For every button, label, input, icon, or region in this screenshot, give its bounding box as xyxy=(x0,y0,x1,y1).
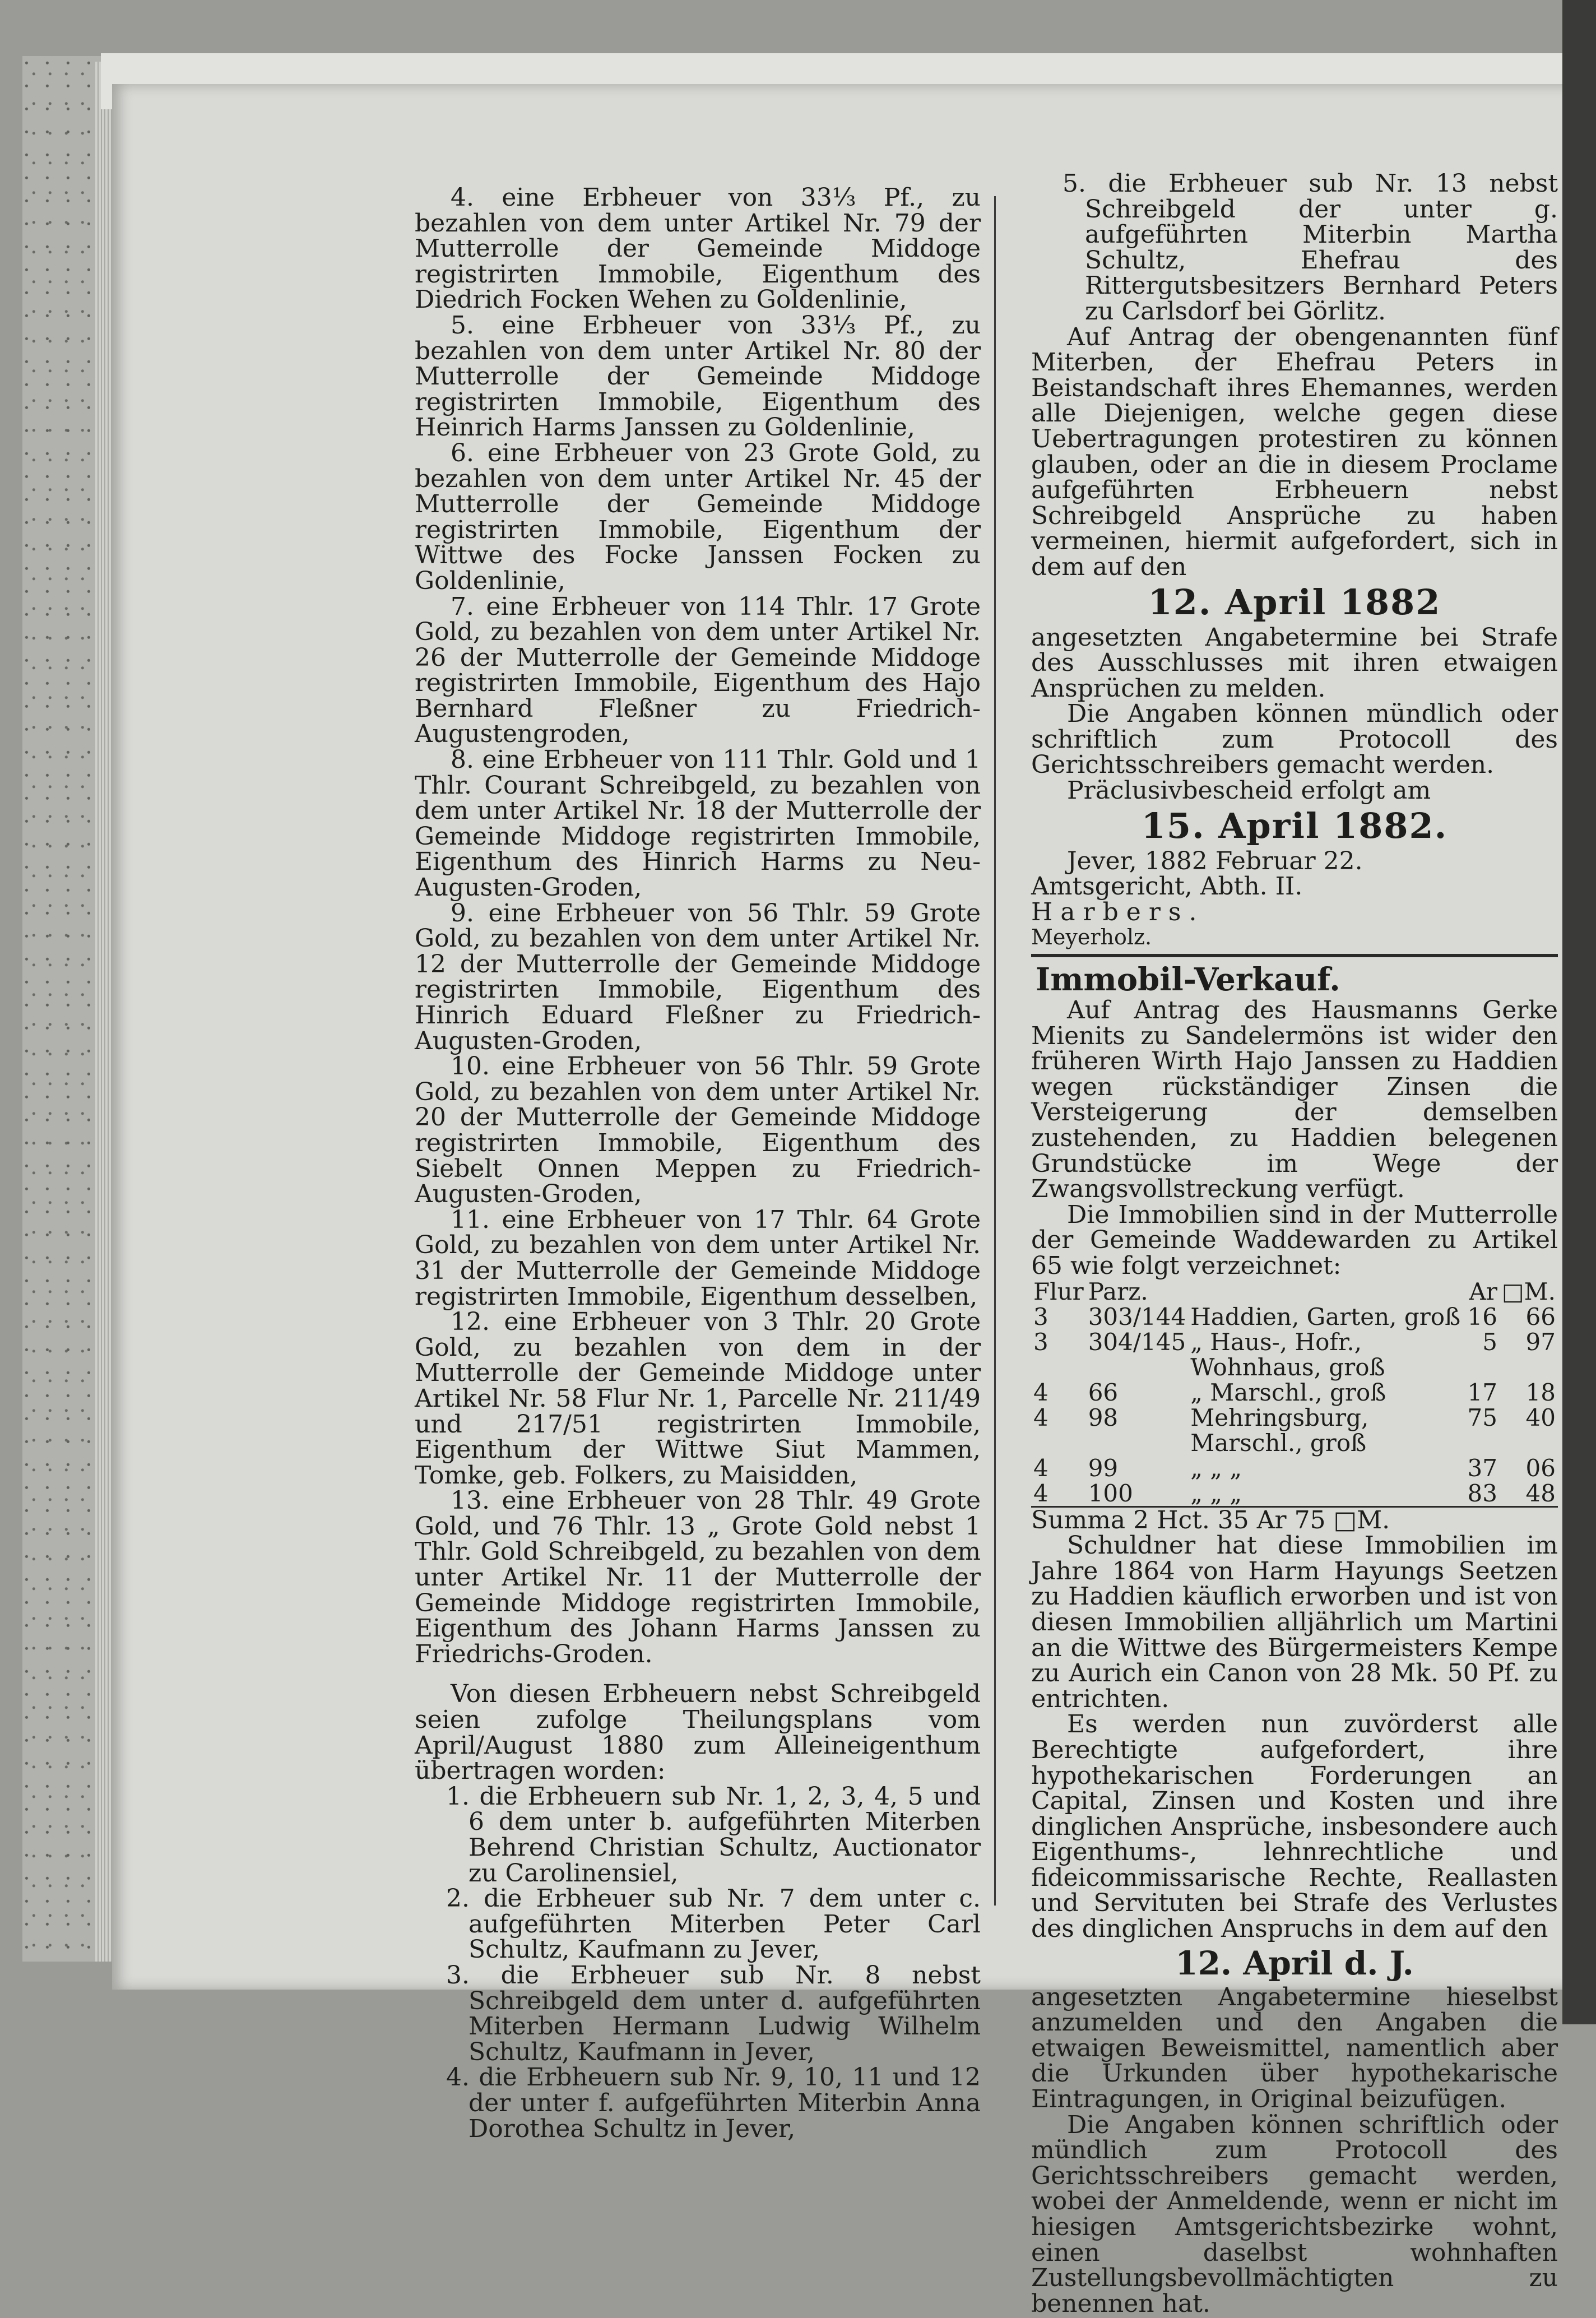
cell-desc: „ „ „ xyxy=(1190,1454,1242,1482)
table-row xyxy=(1031,1329,1558,1380)
cell-qm: 06 xyxy=(1525,1454,1556,1482)
cell-parz: 303/144 xyxy=(1088,1302,1186,1330)
cell-parz: 66 xyxy=(1088,1378,1119,1406)
cell-ar: 16 xyxy=(1467,1302,1497,1330)
header-flur: Flur xyxy=(1033,1277,1084,1305)
section-rule xyxy=(1031,954,1558,957)
section-heading: Immobil-Verkauf. xyxy=(1036,961,1340,999)
cell-flur: 3 xyxy=(1033,1328,1048,1356)
proclamation-text: Auf Antrag der obengenannten fünf Miterben, der Ehefrau Peters in Beistandschaft ihres Ehemannes, werden alle Diejenigen, welche gegen diese Uebertragungen protestiren zu können glauben, oder an die in diesem Proclame aufgeführten Erbheuern nebst Schreibgeld Ansprüche zu haben vermeinen, hiermit aufgefordert, sich in dem auf den xyxy=(1031,322,1558,581)
cell-desc: Haddien, Garten, groß xyxy=(1190,1302,1461,1330)
erbheuer-9: 9. eine Erbheuer von 56 Thlr. 59 Grote Gold, zu bezahlen von dem unter Artikel Nr. 12 der Mutterrolle der Gemeinde Middoge registrirten Immobile, Eigenthum des Hinrich Eduard Fleßner zu Friedrich-Augusten-Groden, xyxy=(415,898,981,1055)
erbheuer-13: 13. eine Erbheuer von 28 Thlr. 49 Grote Gold, und 76 Thlr. 13 „ Grote Gold nebst 1 Thlr. Gold Schreibgeld, zu bezahlen von dem unter Artikel Nr. 11 der Mutterrolle der Gemeinde Middoge registrirten Immobile, Eigenthum des Johann Harms Janssen zu Friedrichs-Groden. xyxy=(415,1486,981,1668)
transfer-item-3: 3. die Erbheuer sub Nr. 8 nebst Schreibgeld dem unter d. aufgeführten Miterben Hermann Ludwig Wilhelm Schultz, Kaufmann in Jever, xyxy=(446,1960,981,2066)
erbheuer-4: 4. eine Erbheuer von 33⅓ Pf., zu bezahlen von dem unter Artikel Nr. 79 der Mutterrolle der Gemeinde Middoge registrirten Immobile, Eigenthum des Diedrich Focken Wehen zu Goldenlinie, xyxy=(415,183,981,314)
judge-signature: Harbers. xyxy=(1031,897,1205,926)
header-parz: Parz. xyxy=(1088,1277,1148,1305)
header-qm: □M. xyxy=(1501,1277,1556,1305)
erbheuer-8: 8. eine Erbheuer von 111 Thlr. Gold und 1 Thlr. Courant Schreibgeld, zu bezahlen von dem unter Artikel Nr. 18 der Mutterrolle der Gemeinde Middoge registrirten Immobile, Eigenthum des Hinrich Harms zu Neu-Augusten-Groden, xyxy=(415,745,981,902)
erbheuer-10: 10. eine Erbheuer von 56 Thlr. 59 Grote Gold, zu bezahlen von dem unter Artikel Nr. 20 der Mutterrolle der Gemeinde Middoge registrirten Immobile, Eigenthum des Siebelt Onnen Meppen zu Friedrich-Augusten-Groden, xyxy=(415,1052,981,1209)
transfer-item-4: 4. die Erbheuern sub Nr. 9, 10, 11 und 12 der unter f. aufgeführten Miterbin Anna Dorothea Schultz in Jever, xyxy=(446,2063,981,2143)
claims-date: 12. April d. J. xyxy=(1175,1944,1414,1982)
table-sum: Summa 2 Hct. 35 Ar 75 □M. xyxy=(1031,1506,1558,1533)
table-row xyxy=(1031,1455,1558,1481)
cell-ar: 17 xyxy=(1467,1378,1497,1406)
preclusion-date: 15. April 1882. xyxy=(1141,805,1448,846)
deadline-text: angesetzten Angabetermine bei Strafe des Ausschlusses mit ihren etwaigen Ansprüchen zu melden. xyxy=(1031,623,1558,703)
book-edge-speckle xyxy=(22,56,106,1962)
cell-qm: 97 xyxy=(1525,1328,1556,1356)
cell-qm: 48 xyxy=(1525,1479,1556,1507)
column-divider xyxy=(994,196,996,1906)
cell-flur: 4 xyxy=(1033,1479,1048,1507)
transfer-item-5: 5. die Erbheuer sub Nr. 13 nebst Schreibgeld der unter g. aufgeführten Miterbin Martha Schultz, Ehefrau des Rittergutsbesitzers Bernhard Peters zu Carlsdorf bei Görlitz. xyxy=(1063,169,1558,326)
cell-desc: „ Marschl., groß xyxy=(1190,1378,1386,1406)
cell-parz: 100 xyxy=(1088,1479,1133,1507)
table-row xyxy=(1031,1405,1558,1455)
debtor-text: Schuldner hat diese Immobilien im Jahre 1864 von Harm Hayungs Seetzen zu Haddien käuflich erworben und ist von diesen Immobilien alljährlich um Martini an die Wittwe des Bürgermeisters Kempe zu Aurich ein Canon von 28 Mk. 50 Pf. zu entrichten. xyxy=(1031,1531,1558,1713)
cell-ar: 83 xyxy=(1467,1479,1497,1507)
place-date: Jever, 1882 Februar 22. xyxy=(1067,846,1363,875)
table-header-row xyxy=(1031,1279,1558,1304)
deadline-date: 12. April 1882 xyxy=(1148,581,1441,623)
erbheuer-7: 7. eine Erbheuer von 114 Thlr. 17 Grote Gold, zu bezahlen von dem unter Artikel Nr. 26 der Mutterrolle der Gemeinde Middoge registrirten Immobile, Eigenthum des Hajo Bernhard Fleßner zu Friedrich-Augustengroden, xyxy=(415,592,981,749)
preclusion-text: Präclusivbescheid erfolgt am xyxy=(1067,776,1431,805)
cell-parz: 99 xyxy=(1088,1454,1119,1482)
cell-ar: 5 xyxy=(1482,1328,1497,1356)
parcel-table xyxy=(1031,1279,1558,1506)
submission-text: Die Angaben können mündlich oder schriftlich zum Protocoll des Gerichtsschreibers gemacht werden. xyxy=(1031,699,1558,780)
table-row xyxy=(1031,1481,1558,1506)
cell-flur: 4 xyxy=(1033,1403,1048,1431)
header-ar: Ar xyxy=(1469,1277,1497,1305)
cell-desc: „ Haus-, Hofr., Wohnhaus, groß xyxy=(1190,1328,1385,1381)
clerk-signature: Meyerholz. xyxy=(1031,925,1152,950)
cell-parz: 304/145 xyxy=(1088,1328,1186,1356)
cell-flur: 4 xyxy=(1033,1378,1048,1406)
cell-qm: 40 xyxy=(1525,1403,1556,1431)
court-name: Amtsgericht, Abth. II. xyxy=(1031,872,1303,901)
cell-qm: 66 xyxy=(1525,1302,1556,1330)
cell-flur: 3 xyxy=(1033,1302,1048,1330)
submission-text-2: Die Angaben können schriftlich oder mündlich zum Protocoll des Gerichtsschreibers gemacht werden, wobei der Anmeldende, wenn er nicht im hiesigen Amtsgerichtsbezirke wohnt, einen daselbst wohnhaften Zustellungsbevollmächtigten zu benennen hat. xyxy=(1031,2110,1558,2318)
transfer-item-2: 2. die Erbheuer sub Nr. 7 dem unter c. aufgeführten Miterben Peter Carl Schultz, Kaufmann zu Jever, xyxy=(446,1884,981,1964)
table-row xyxy=(1031,1304,1558,1329)
claims-text: Es werden nun zuvörderst alle Berechtigte aufgefordert, ihre hypothekarischen Forderungen an Capital, Zinsen und Kosten und ihre dinglichen Ansprüche, insbesondere auch Eigenthums-, lehnrechtliche und fideicommissarische Rechte, Reallasten und Servituten bei Strafe des Verlustes des dinglichen Anspruchs in dem auf den xyxy=(1031,1710,1558,1944)
sale-intro: Auf Antrag des Hausmanns Gerke Mienits zu Sandelermöns ist wider den früheren Wirth Hajo Janssen zu Haddien wegen rückständiger Zinsen die Versteigerung der demselben zustehenden, zu Haddien belegenen Grundstücke im Wege der Zwangsvollstreckung verfügt. xyxy=(1031,996,1558,1204)
transfer-item-1: 1. die Erbheuern sub Nr. 1, 2, 3, 4, 5 und 6 dem unter b. aufgeführten Miterben Behrend Christian Schultz, Auctionator zu Carolinensiel, xyxy=(446,1782,981,1888)
erbheuer-12: 12. eine Erbheuer von 3 Thlr. 20 Grote Gold, zu bezahlen von dem in der Mutterrolle der Gemeinde Middoge unter Artikel Nr. 58 Flur Nr. 1, Parcelle Nr. 211/49 und 217/51 registrirten Immobile, Eigenthum der Wittwe Siut Mammen, Tomke, geb. Folkers, zu Maisidden, xyxy=(415,1308,981,1490)
erbheuer-6: 6. eine Erbheuer von 23 Grote Gold, zu bezahlen von dem unter Artikel Nr. 45 der Mutterrolle der Gemeinde Middoge registrirten Immobile, Eigenthum der Wittwe des Focke Janssen Focken zu Goldenlinie, xyxy=(415,438,981,595)
book-gutter xyxy=(1562,0,1596,2024)
erbheuer-11: 11. eine Erbheuer von 17 Thlr. 64 Grote Gold, zu bezahlen von dem unter Artikel Nr. 31 der Mutterrolle der Gemeinde Middoge registrirten Immobile, Eigenthum desselben, xyxy=(415,1205,981,1311)
transfer-intro: Von diesen Erbheuern nebst Schreibgeld seien zufolge Theilungsplans vom April/August 1880 zum Alleineigenthum übertragen worden: xyxy=(415,1680,981,1786)
cell-flur: 4 xyxy=(1033,1454,1048,1482)
right-column xyxy=(1031,171,1558,2316)
cell-desc: Mehringsburg, Marschl., groß xyxy=(1190,1403,1369,1457)
cell-parz: 98 xyxy=(1088,1403,1119,1431)
evidence-text: angesetzten Angabetermine hieselbst anzumelden und den Angaben die etwaigen Beweismittel, namentlich aber die Urkunden über hypothekarische Eintragungen, in Original beizufügen. xyxy=(1031,1982,1558,2114)
header-desc xyxy=(1188,1279,1465,1304)
cell-desc: „ „ „ xyxy=(1190,1479,1242,1507)
cell-ar: 75 xyxy=(1467,1403,1497,1431)
erbheuer-5: 5. eine Erbheuer von 33⅓ Pf., zu bezahlen von dem unter Artikel Nr. 80 der Mutterrolle der Gemeinde Middoge registrirten Immobile, Eigenthum des Heinrich Harms Janssen zu Goldenlinie, xyxy=(415,310,981,442)
table-row xyxy=(1031,1380,1558,1405)
cell-qm: 18 xyxy=(1525,1378,1556,1406)
left-column xyxy=(415,185,981,2141)
sale-register: Die Immobilien sind in der Mutterrolle der Gemeinde Waddewarden zu Artikel 65 wie folgt verzeichnet: xyxy=(1031,1200,1558,1280)
cell-ar: 37 xyxy=(1467,1454,1497,1482)
